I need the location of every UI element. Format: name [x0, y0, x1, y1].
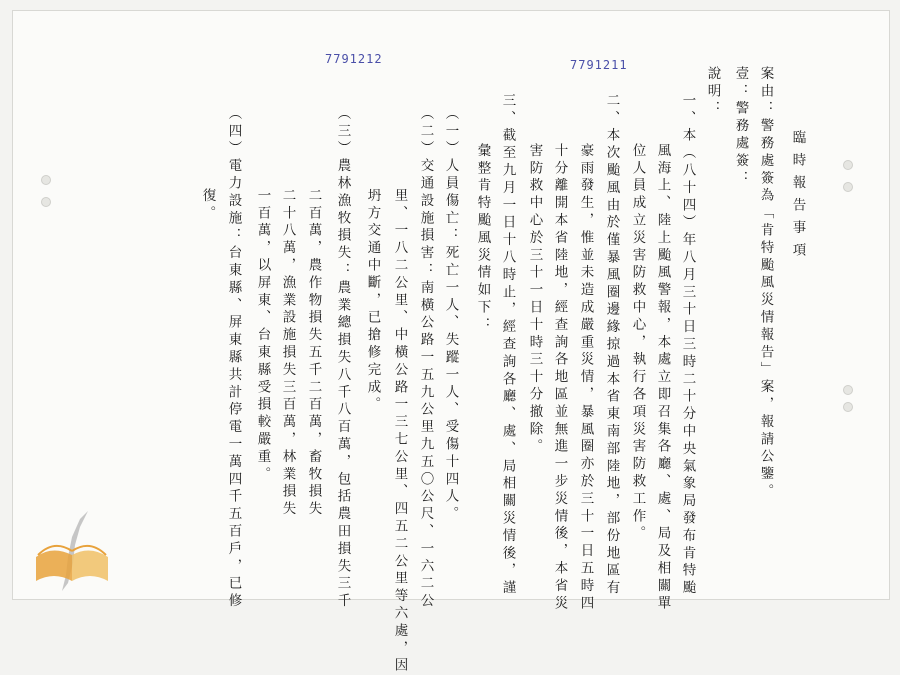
text-line: （三）農林漁牧損失：農業總損失八千八百萬，包括農田損失三千	[334, 106, 351, 611]
document-title: 臨時報告事項	[789, 130, 806, 265]
serial-number-stamp: 7791211	[570, 58, 628, 72]
archive-logo-icon	[28, 505, 118, 595]
text-line: （一）人員傷亡：死亡一人、失蹤一人、受傷十四人。	[442, 106, 459, 524]
serial-number-stamp: 7791212	[325, 52, 383, 66]
text-line: 案由：警務處簽為「肯特颱風災情報告」案，報請公鑒。	[757, 66, 774, 501]
text-line: 二百萬，農作物損失五千二百萬，畜牧損失	[305, 188, 322, 519]
punch-hole	[843, 385, 853, 395]
text-line: 一百萬，以屏東、台東縣受損較嚴重。	[254, 188, 271, 484]
text-line: 坍方交通中斷，已搶修完成。	[364, 188, 381, 415]
text-line: （二）交通設施損害：南橫公路一五九公里九五〇公尺、一六二公	[417, 106, 434, 611]
text-line: 說明：	[704, 66, 721, 119]
text-line: 豪雨發生，惟並未造成嚴重災情，暴風圈亦於三十一日五時四	[577, 143, 594, 613]
punch-hole	[843, 402, 853, 412]
text-line: 位人員成立災害防救中心，執行各項災害防救工作。	[629, 143, 646, 544]
text-line: 二十八萬，漁業設施損失三百萬，林業損失	[279, 188, 296, 519]
text-line: 一、本（八十四）年八月三十日三時二十分中央氣象局發布肯特颱	[679, 93, 696, 598]
punch-hole	[41, 175, 51, 185]
text-line: 復。	[199, 188, 216, 223]
punch-hole	[843, 160, 853, 170]
text-line: 彙整肯特颱風災情如下：	[474, 143, 491, 335]
text-line: 里、一八二公里、中橫公路一三七公里、四五二公里等六處，因	[391, 188, 408, 675]
text-line: 壹：警務處簽：	[732, 66, 749, 188]
text-line: 十分離開本省陸地，經查詢各地區並無進一步災情後，本省災	[551, 143, 568, 613]
punch-hole	[843, 182, 853, 192]
punch-hole	[41, 197, 51, 207]
text-line: （四）電力設施：台東縣、屏東縣共計停電一萬四千五百戶，已修	[225, 106, 242, 611]
text-line: 風海上、陸上颱風警報，本處立即召集各廳、處、局及相關單	[654, 143, 671, 613]
text-line: 害防救中心於三十一日十時三十分撤除。	[526, 143, 543, 457]
text-line: 三、截至九月一日十八時止，經查詢各廳、處、局相關災情後，謹	[499, 93, 516, 598]
text-line: 二、本次颱風由於僅暴風圈邊緣掠過本省東南部陸地，部份地區有	[603, 93, 620, 598]
